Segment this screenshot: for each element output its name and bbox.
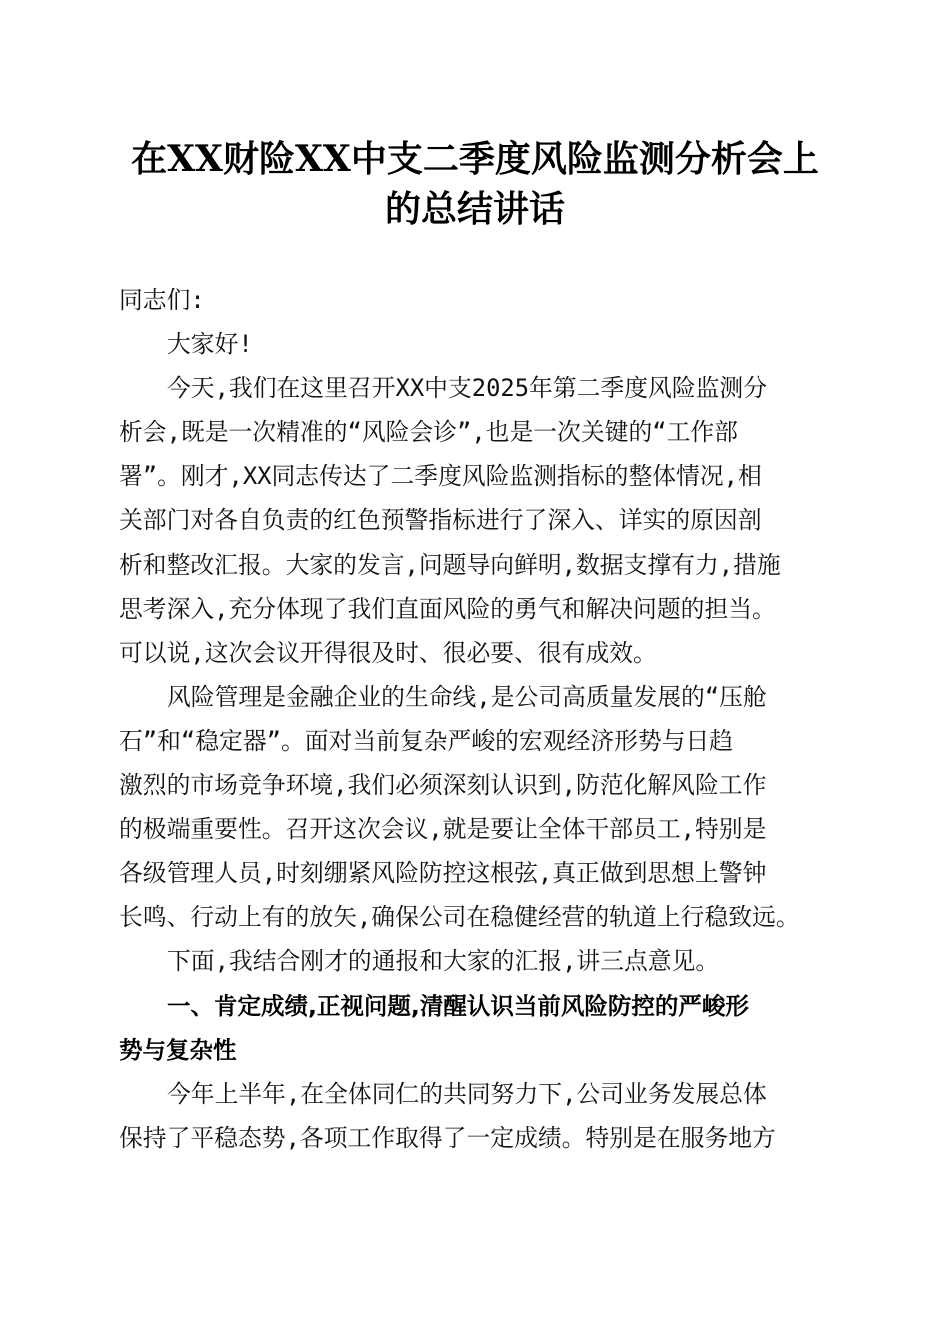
text-line: 石”和“稳定器”。面对当前复杂严峻的宏观经济形势与日趋 [119,726,734,755]
text-line: 署”。刚才,XX同志传达了二季度风险监测指标的整体情况,相 [119,462,762,491]
text-line: 激烈的市场竞争环境,我们必须深刻认识到,防范化解风险工作 [119,771,767,800]
paragraph-first-half [119,1072,831,1160]
heading-line: 一、肯定成绩,正视问题,清醒认识当前风险防控的严峻形 [167,991,749,1020]
heading-line: 势与复杂性 [119,1035,237,1064]
text-line: 的极端重要性。召开这次会议,就是要让全体干部员工,特别是 [119,815,767,844]
text-line: 今天,我们在这里召开XX中支2025年第二季度风险监测分 [167,374,768,403]
text-line: 析和整改汇报。大家的发言,问题导向鲜明,数据支撑有力,措施 [119,550,781,579]
text-line: 关部门对各自负责的红色预警指标进行了深入、详实的原因剖 [119,506,762,535]
text-line: 风险管理是金融企业的生命线,是公司高质量发展的“压舱 [167,682,767,711]
salutation: 同志们: [119,286,205,314]
section-heading-1 [119,984,831,1072]
text-line: 保持了平稳态势,各项工作取得了一定成绩。特别是在服务地方 [119,1123,776,1152]
text-line: 可以说,这次会议开得很及时、很必要、很有成效。 [119,638,657,667]
title-line: 在XX财险XX中支二季度风险监测分析会上 [131,138,819,180]
title-line: 的总结讲话 [384,188,565,230]
document-body [119,278,831,1160]
paragraph-opening [119,366,831,675]
paragraph-risk-management [119,675,831,940]
document-title [100,134,850,234]
greeting: 大家好! [167,330,253,359]
text-line: 各级管理人员,时刻绷紧风险防控这根弦,真正做到思想上警钟 [119,859,767,888]
paragraph-transition: 下面,我结合刚才的通报和大家的汇报,讲三点意见。 [167,947,720,976]
text-line: 析会,既是一次精准的“风险会诊”,也是一次关键的“工作部 [119,418,738,447]
text-line: 思考深入,充分体现了我们直面风险的勇气和解决问题的担当。 [119,594,776,623]
text-line: 今年上半年,在全体同仁的共同努力下,公司业务发展总体 [167,1079,767,1108]
text-line: 长鸣、行动上有的放矢,确保公司在稳健经营的轨道上行稳致远。 [119,903,800,932]
